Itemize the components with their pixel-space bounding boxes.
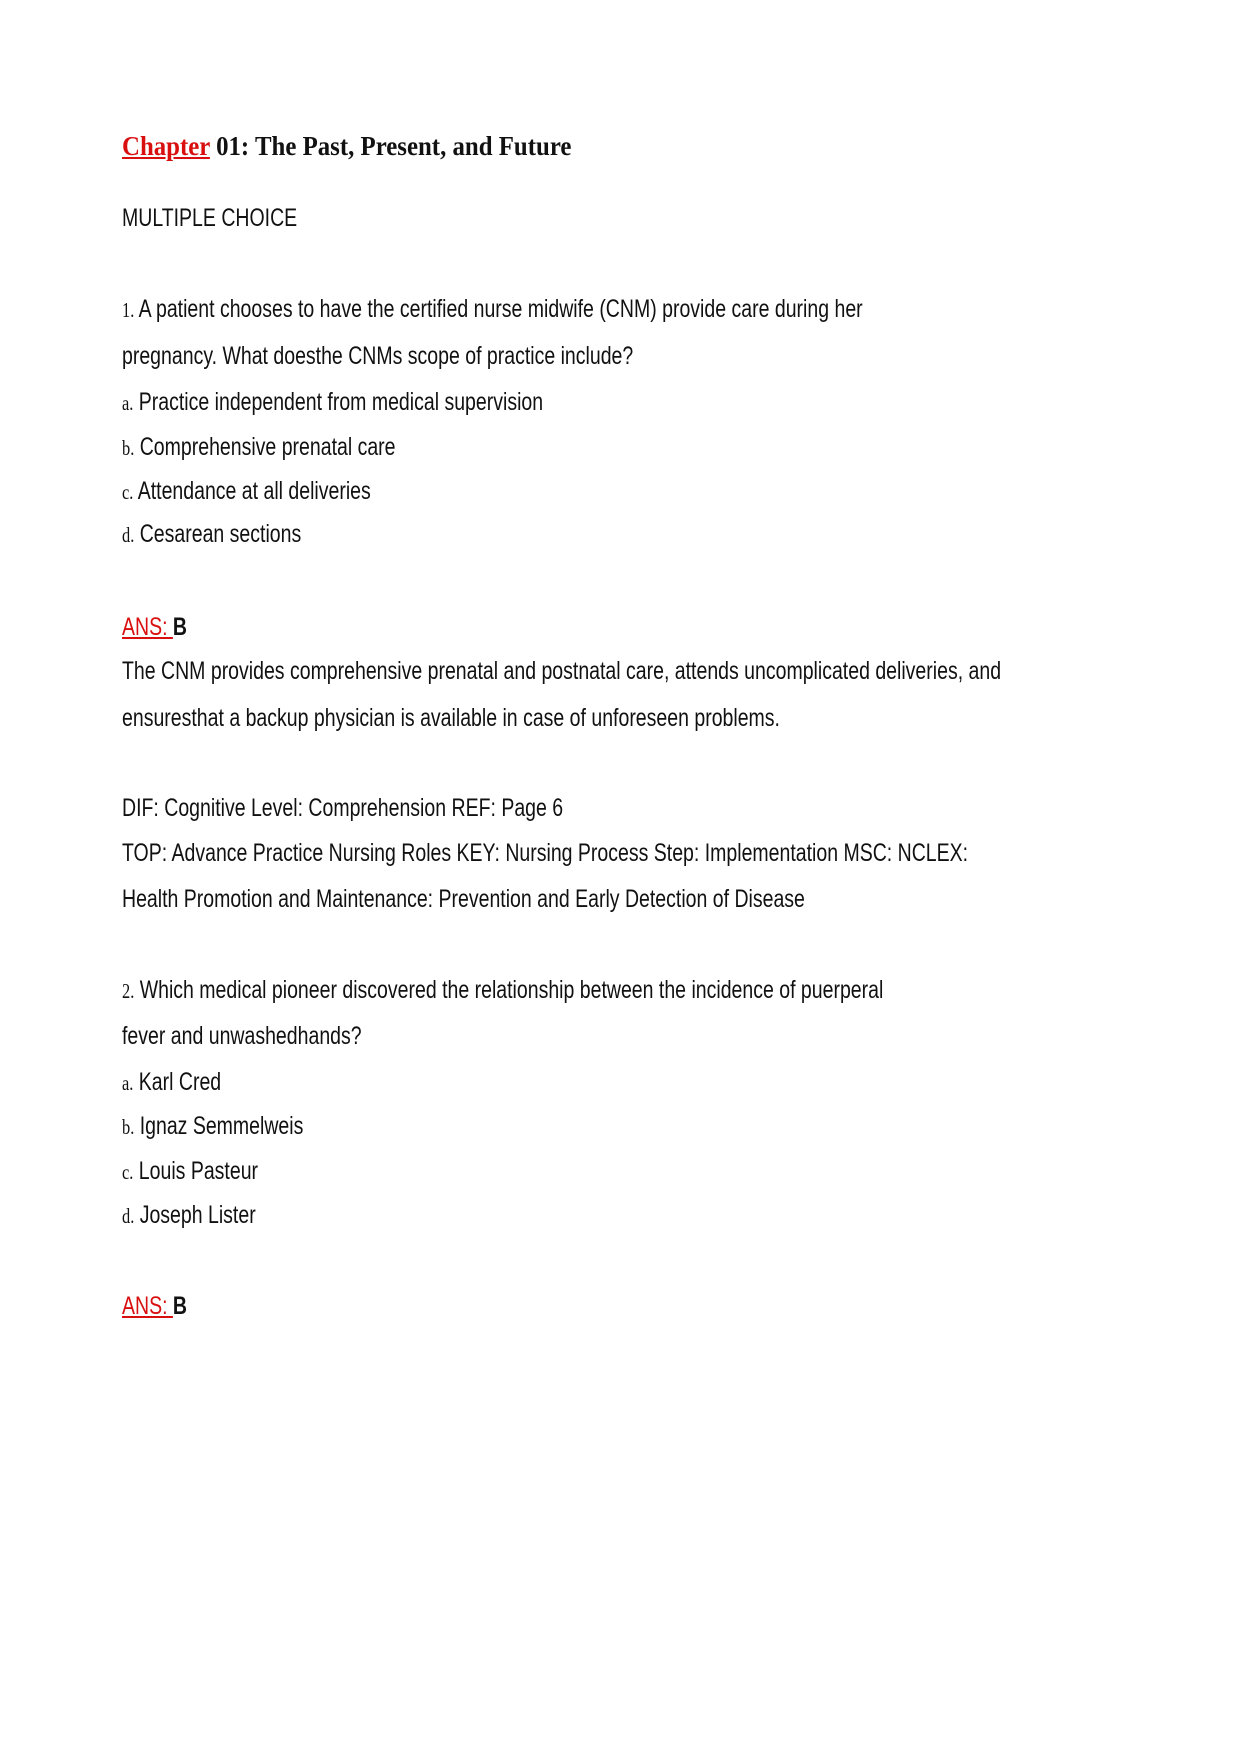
question-1-option-a: a. Practice independent from medical supervision	[122, 388, 544, 416]
question-1-option-b: b. Comprehensive prenatal care	[122, 433, 396, 461]
question-1-meta-line-1: DIF: Cognitive Level: Comprehension REF: Page 6	[122, 794, 564, 822]
chapter-word: Chapter	[122, 131, 210, 161]
question-1-meta-line-2: TOP: Advance Practice Nursing Roles KEY: Nursing Process Step: Implementation MSC: NCLEX:	[122, 839, 969, 867]
section-title: MULTIPLE CHOICE	[122, 204, 298, 232]
question-1-option-c: c. Attendance at all deliveries	[122, 477, 371, 505]
question-1-number: 1.	[122, 298, 135, 322]
question-2-answer	[122, 1290, 187, 1322]
question-1-answer	[122, 611, 187, 643]
answer-value: B	[172, 613, 188, 641]
question-1-rationale-line-1: The CNM provides comprehensive prenatal and postnatal care, attends uncomplicated deliveries, and	[122, 657, 1002, 685]
question-1-option-d: d. Cesarean sections	[122, 520, 302, 548]
answer-label: ANS:	[122, 613, 173, 641]
question-2-number: 2.	[122, 979, 135, 1003]
question-1-meta-line-3: Health Promotion and Maintenance: Prevention and Early Detection of Disease	[122, 885, 805, 913]
question-2-option-b: b. Ignaz Semmelweis	[122, 1112, 304, 1140]
question-2-option-c: c. Louis Pasteur	[122, 1157, 259, 1185]
question-1-stem-line-2: pregnancy. What doesthe CNMs scope of practice include?	[122, 342, 634, 370]
answer-value: B	[172, 1292, 188, 1320]
chapter-heading	[122, 130, 571, 162]
question-2-option-a: a. Karl Cred	[122, 1068, 222, 1096]
question-2-stem-line-2: fever and unwashedhands?	[122, 1022, 362, 1050]
question-1-rationale-line-2: ensuresthat a backup physician is available in case of unforeseen problems.	[122, 704, 780, 732]
chapter-title: 01: The Past, Present, and Future	[209, 131, 572, 161]
question-1-stem-line-1: 1. A patient chooses to have the certified nurse midwife (CNM) provide care during her	[122, 295, 863, 323]
question-2-stem-line-1: 2. Which medical pioneer discovered the relationship between the incidence of puerperal	[122, 976, 884, 1004]
question-2-option-d: d. Joseph Lister	[122, 1201, 256, 1229]
answer-label: ANS:	[122, 1292, 173, 1320]
